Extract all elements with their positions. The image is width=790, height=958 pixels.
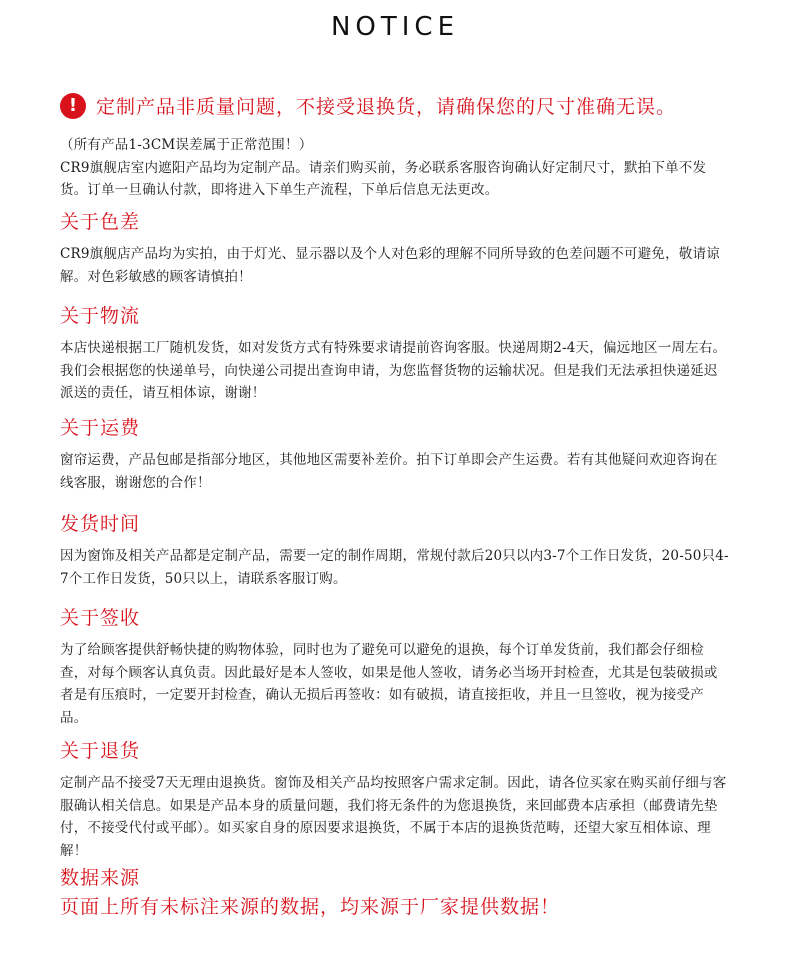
section-data-source (60, 866, 730, 920)
section-heading: 数据来源 (60, 867, 141, 889)
section-heading: 发货时间 (60, 513, 141, 535)
section-body: 窗帘运费，产品包邮是指部分地区，其他地区需要补差价。拍下订单即会产生运费。若有其他疑问欢迎咨询在线客服，谢谢您的合作！ (60, 452, 718, 491)
section-heading: 关于运费 (60, 417, 141, 439)
data-source-text: 页面上所有未标注来源的数据，均来源于厂家提供数据！ (60, 896, 561, 918)
section-heading: 关于签收 (60, 607, 141, 629)
section-body: CR9旗舰店产品均为实拍，由于灯光、显示器以及个人对色彩的理解不同所导致的色差问题不可避免，敬请谅解。对色彩敏感的顾客请慎拍！ (60, 246, 720, 285)
intro-block (60, 134, 730, 202)
intro-note: （所有产品1-3CM误差属于正常范围！） (60, 137, 313, 153)
section-shipping-fee (60, 416, 730, 494)
section-heading: 关于物流 (60, 305, 141, 327)
section-body: 为了给顾客提供舒畅快捷的购物体验，同时也为了避免可以避免的退换，每个订单发货前，我们都会仔细检查，对每个顾客认真负责。因此最好是本人签收，如果是他人签收，请务必当场开封检查，尤其是包装破损或者是有压痕时，一定要开封检查，确认无损后再签收：如有破损，请直接拒收，并且一旦签收，视为接受产品。 (60, 642, 718, 726)
section-receipt (60, 606, 730, 729)
section-body: 因为窗饰及相关产品都是定制产品，需要一定的制作周期，常规付款后20只以内3-7个工作日发货，20-50只4-7个工作日发货，50只以上，请联系客服订购。 (60, 548, 729, 587)
section-body: 定制产品不接受7天无理由退换货。窗饰及相关产品均按照客户需求定制。因此，请各位买家在购买前仔细与客服确认相关信息。如果是产品本身的质量问题，我们将无条件的为您退换货，来回邮费本店承担（邮费请先垫付，不接受代付或平邮）。如买家自身的原因要求退换货，不属于本店的退换货范畴，还望大家互相体谅、理解！ (60, 775, 727, 859)
section-heading: 关于色差 (60, 211, 141, 233)
section-delivery-time (60, 512, 730, 590)
section-body: 本店快递根据工厂随机发货，如对发货方式有特殊要求请提前咨询客服。快递周期2-4天，偏远地区一周左右。我们会根据您的快递单号，向快递公司提出查询申请，为您监督货物的运输状况。但是我们无法承担快递延迟派送的责任，请互相体谅，谢谢！ (60, 340, 727, 401)
warning-banner (60, 92, 676, 119)
exclamation-icon: ! (60, 93, 86, 119)
section-logistics (60, 304, 730, 405)
page-title: NOTICE (330, 12, 460, 42)
section-heading: 关于退货 (60, 740, 141, 762)
section-color-difference (60, 210, 730, 288)
warning-text: 定制产品非质量问题，不接受退换货，请确保您的尺寸准确无误。 (96, 96, 677, 118)
section-returns (60, 739, 730, 862)
intro-body: CR9旗舰店室内遮阳产品均为定制产品。请亲们购买前，务必联系客服咨询确认好定制尺寸，默拍下单不发货。订单一旦确认付款，即将进入下单生产流程，下单后信息无法更改。 (60, 159, 707, 198)
